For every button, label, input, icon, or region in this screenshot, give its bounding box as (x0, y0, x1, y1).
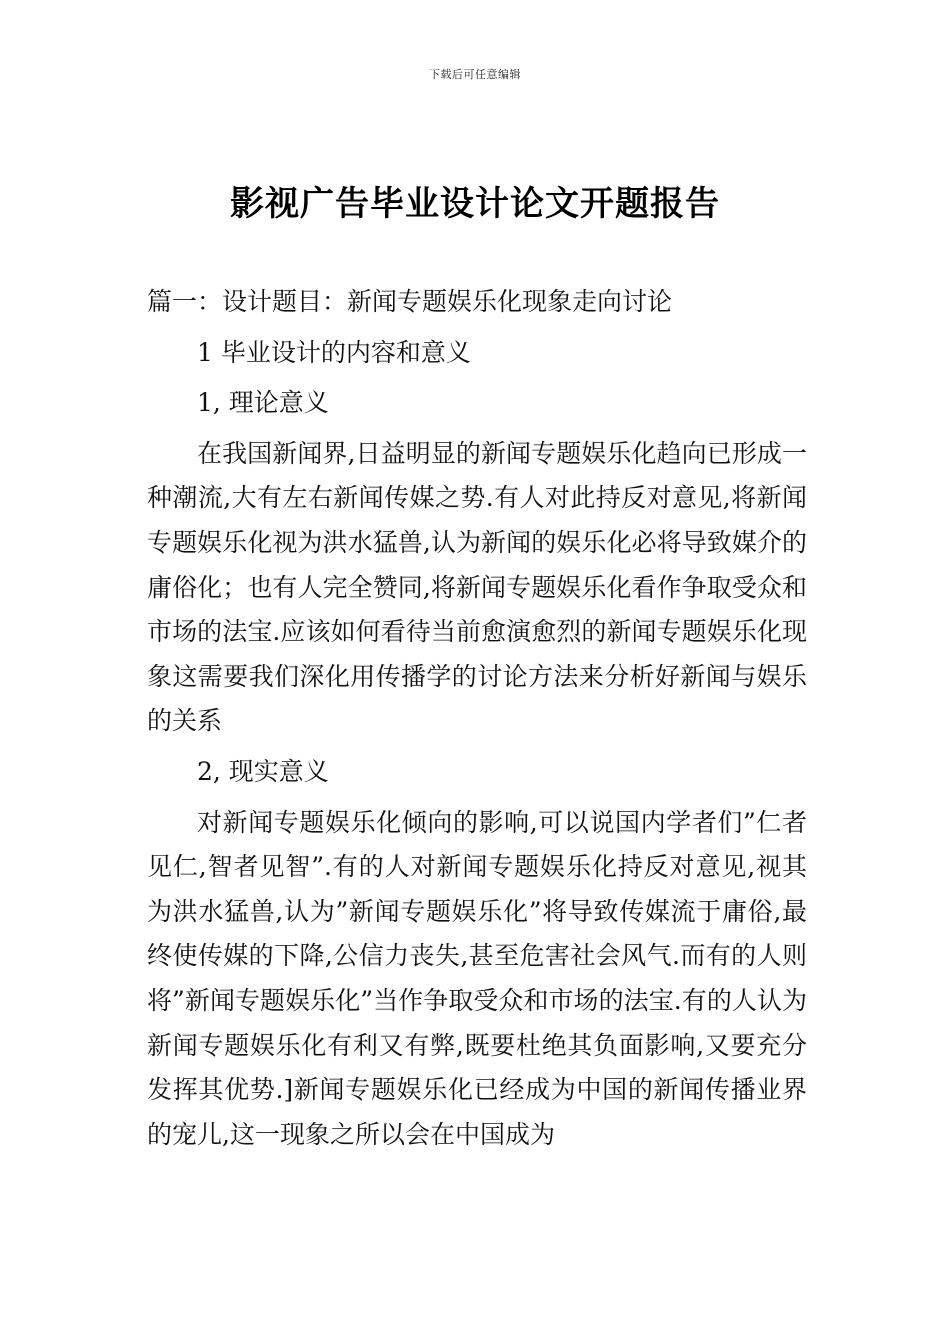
document-title: 影视广告毕业设计论文开题报告 (230, 184, 720, 224)
paragraph-theoretical: 在我国新闻界,日益明显的新闻专题娱乐化趋向已形成一种潮流,大有左右新闻传媒之势.有人对此持反对意见,将新闻专题娱乐化视为洪水猛兽,认为新闻的娱乐化必将导致媒介的庸俗化；也有人完全赞同,将新闻专题娱乐化看作争取受众和市场的法宝.应该如何看待当前愈演愈烈的新闻专题娱乐化现象这需要我们深化用传播学的讨论方法来分析好新闻与娱乐的关系 (147, 438, 807, 736)
subheading-practical-significance: 2, 现实意义 (197, 756, 329, 786)
subheading-theoretical-significance: 1, 理论意义 (197, 388, 329, 418)
paragraph-practical: 对新闻专题娱乐化倾向的影响,可以说国内学者们”仁者见仁,智者见智”.有的人对新闻专题娱乐化持反对意见,视其为洪水猛兽,认为”新闻专题娱乐化”将导致传媒流于庸俗,最终使传媒的下降,公信力丧失,甚至危害社会风气.而有的人则将”新闻专题娱乐化”当作争取受众和市场的法宝.有的人认为新闻专题娱乐化有利又有弊,既要杜绝其负面影响,又要充分发挥其优势.]新闻专题娱乐化已经成为中国的新闻传播业界的宠儿,这一现象之所以会在中国成为 (147, 807, 807, 1149)
heading-content-significance: 1 毕业设计的内容和意义 (197, 337, 471, 367)
section-title: 篇一：设计题目：新闻专题娱乐化现象走向讨论 (147, 287, 673, 316)
download-note: 下载后可任意编辑 (429, 68, 521, 81)
document-body (147, 280, 807, 1157)
